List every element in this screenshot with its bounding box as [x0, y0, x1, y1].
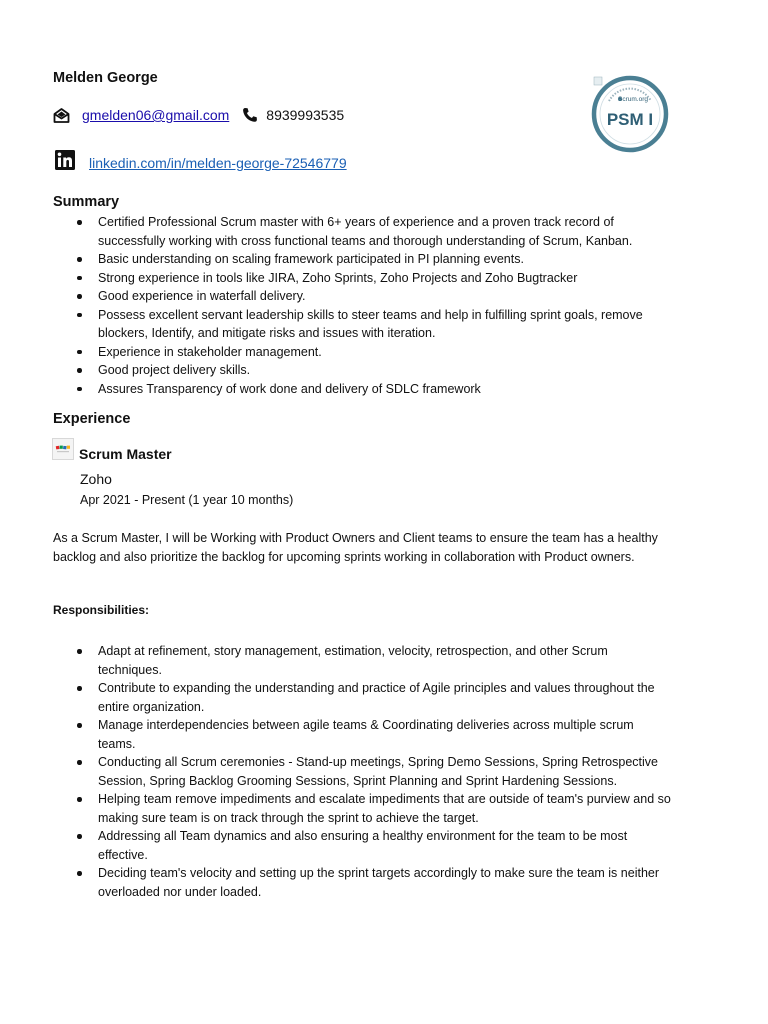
- zoho-logo-icon: [52, 438, 74, 460]
- linkedin-link[interactable]: linkedin.com/in/melden-george-72546779: [89, 155, 347, 171]
- list-item: Assures Transparency of work done and delivery of SDLC framework: [74, 380, 674, 399]
- list-item: Basic understanding on scaling framework participated in PI planning events.: [74, 250, 674, 269]
- list-item: Adapt at refinement, story management, estimation, velocity, retrospection, and other Scrum techniques.: [74, 642, 674, 679]
- psm-badge: [590, 73, 670, 153]
- list-item: Conducting all Scrum ceremonies - Stand-up meetings, Spring Demo Sessions, Spring Retrospective Session, Spring Backlog Grooming Sessions, Sprint Planning and Sprint Hardening Sessions.: [74, 753, 674, 790]
- badge-issuer-text: Scrum.org: [618, 96, 648, 103]
- list-item: Good experience in waterfall delivery.: [74, 287, 674, 306]
- linkedin-icon: [55, 150, 75, 170]
- list-item: Good project delivery skills.: [74, 361, 674, 380]
- candidate-name: Melden George: [53, 70, 158, 86]
- envelope-icon: [53, 108, 70, 123]
- list-item: Certified Professional Scrum master with 6+ years of experience and a proven track record of successfully working with cross functional teams and thorough understanding of Scrum, Kanban.: [74, 213, 674, 250]
- summary-list: [74, 213, 674, 398]
- list-item: Possess excellent servant leadership skills to steer teams and help in fulfilling sprint goals, remove blockers, Identify, and mitigate risks and issues with iteration.: [74, 306, 674, 343]
- job-dates: Apr 2021 - Present (1 year 10 months): [80, 493, 294, 507]
- phone-icon: [242, 107, 258, 123]
- linkedin-row: [55, 149, 347, 171]
- list-item: Manage interdependencies between agile teams & Coordinating deliveries across multiple scrum teams.: [74, 716, 674, 753]
- summary-heading: Summary: [53, 194, 120, 210]
- job-title: Scrum Master: [79, 446, 172, 462]
- list-item: Experience in stakeholder management.: [74, 343, 674, 362]
- phone-number: 8939993535: [266, 107, 345, 123]
- list-item: Deciding team's velocity and setting up the sprint targets accordingly to make sure the team is neither overloaded nor under loaded.: [74, 864, 674, 901]
- responsibilities-heading: Responsibilities:: [53, 603, 150, 617]
- job-description: As a Scrum Master, I will be Working with Product Owners and Client teams to ensure the team has a healthy backlog and also prioritize the backlog for upcoming sprints working in collaboration with Product owners.: [53, 531, 658, 564]
- list-item: Contribute to expanding the understanding and practice of Agile principles and values throughout the entire organization.: [74, 679, 674, 716]
- badge-label-text: PSM I: [606, 110, 654, 129]
- list-item: Strong experience in tools like JIRA, Zoho Sprints, Zoho Projects and Zoho Bugtracker: [74, 269, 674, 288]
- list-item: Helping team remove impediments and escalate impediments that are outside of team's purview and so making sure team is on track through the sprint to achieve the target.: [74, 790, 674, 827]
- experience-heading: Experience: [53, 411, 131, 427]
- contact-row: [53, 107, 344, 123]
- list-item: Addressing all Team dynamics and also ensuring a healthy environment for the team to be most effective.: [74, 827, 674, 864]
- company-name: Zoho: [80, 471, 112, 487]
- email-link[interactable]: gmelden06@gmail.com: [82, 107, 230, 123]
- responsibilities-list: [74, 642, 674, 901]
